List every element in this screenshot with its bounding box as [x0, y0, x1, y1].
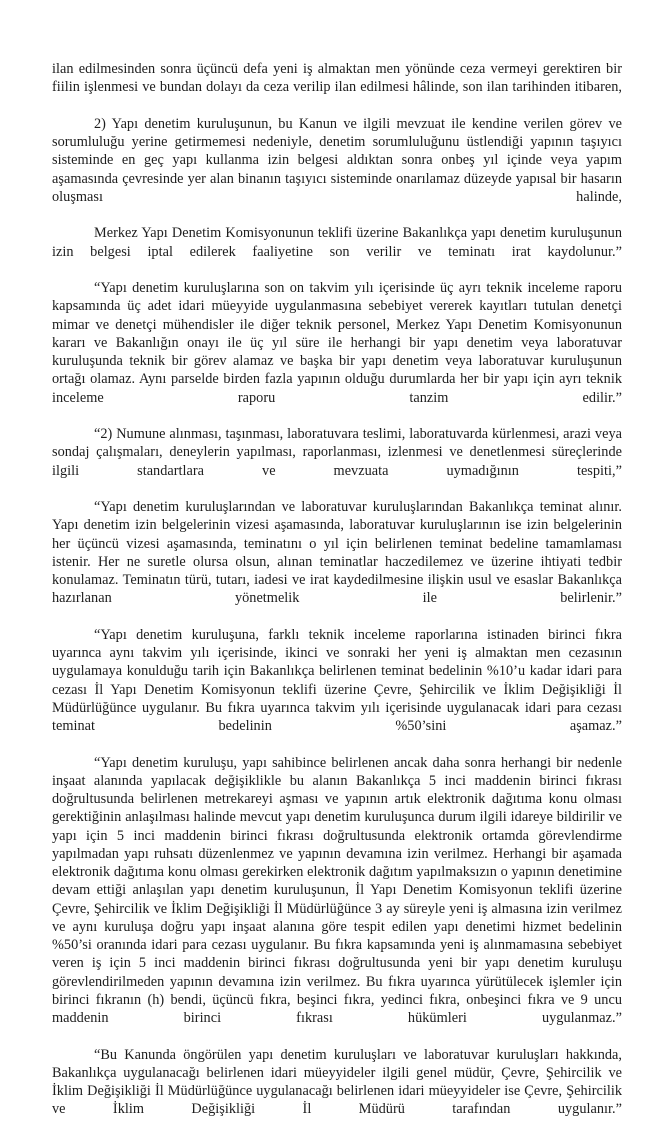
paragraph-8: “Yapı denetim kuruluşu, yapı sahibince belirlenen ancak daha sonra herhangi bir nedenle inşaat alanında yapılacak değişiklikle bu alanın Bakanlıkça 5 inci maddenin birinci fıkrası doğrultusunda belirlenen metrekareyi aşması ve yapının artık elektronik dağıtıma konu olması gerektiğinin anlaşılması halinde mevcut yapı denetim kuruluşunca durum ilgili idareye bildirilir ve yapı için 5 inci maddenin birinci fıkrası doğrultusunda elektronik ortamda görevlendirme yapılmadan yapı ruhsatı düzenlenmez ve yapının devamına izin verilmez. Herhangi bir aşamada elektronik dağıtıma konu olması gerekirken elektronik dağıtım yapılmaksızın o yapının denetimine devam ettiği anlaşılan yapı denetim kuruluşunun, İl Yapı Denetim Komisyonun teklifi üzerine Çevre, Şehircilik ve İklim Değişikliği İl Müdürlüğünce 3 ay süreyle yeni iş almasına izin verilmez ve aynı kuruluşa doğru yapı inşaat alanına göre tespit edilen yapı denetimi hizmet bedelinin %50’si oranında idari para cezası uygulanır. Bu fıkra kapsamında yeni iş alınmamasına sebebiyet veren iş için 5 inci maddenin birinci fıkrası doğrultusunda yeni bir yapı denetim kuruluşu görevlendirilmeden yapının devamına izin verilmez. Bu fıkra uyarınca yürütülecek işlemler için birinci fıkranın (h) bendi, üçüncü fıkra, beşinci fıkra, yedinci fıkra, onbeşinci fıkra ve 9 uncu maddenin birinci fıkrası hükümleri uygulanmaz.” — [52, 754, 622, 1026]
paragraph-4: “Yapı denetim kuruluşlarına son on takvim yılı içerisinde üç ayrı teknik inceleme raporu kapsamında üç adet idari müeyyide uygulanmasına sebebiyet vererek kayıtları tutulan denetçi mimar ve denetçi mühendisler ile diğer teknik personel, Merkez Yapı Denetim Komisyonunun kararı ve Bakanlığın onayı ile üç yıl süre ile herhangi bir yapı denetim veya laboratuvar kuruluşunda teknik bir görev alamaz ve başka bir yapı denetim veya laboratuvar kuruluşunun ortağı olamaz. Aynı parselde birden fazla yapının olduğu durumlarda her bir yapı için ayrı teknik inceleme raporu tanzim edilir.” — [52, 280, 622, 406]
paragraph-6: “Yapı denetim kuruluşlarından ve laboratuvar kuruluşlarından Bakanlıkça teminat alınır. Yapı denetim izin belgelerinin vizesi aşamasında, laboratuvar kuruluşlarının ise izin belgelerinin her üçüncü vizesi aşamasında, teminatını o yıl için belirlenen teminat bedeline tamamlaması istenir. Her ne suretle olursa olsun, alınan teminatlar haczedilemez ve üzerine ihtiyati tedbir konulamaz. Teminatın türü, tutarı, iadesi ve irat kaydedilmesine ilişkin usul ve esaslar Bakanlıkça hazırlanan yönetmelik ile belirlenir.” — [52, 499, 622, 607]
document-text-body — [52, 60, 622, 1137]
paragraph-5: “2) Numune alınması, taşınması, laboratuvara teslimi, laboratuvarda kürlenmesi, arazi veya sondaj çalışmaları, deneylerin yapılması, raporlanması, izlenmesi ve denetlenmesi süreçlerinde ilgili standartlara ve mevzuata uymadığının tespiti,” — [52, 426, 622, 479]
paragraph-9: “Bu Kanunda öngörülen yapı denetim kuruluşları ve laboratuvar kuruluşları hakkında, Bakanlıkça uygulanacağı belirlenen idari müeyyideler ilgili genel müdür, Çevre, Şehircilik ve İklim Değişikliği İl Müdürlüğünce uygulanacağı belirlenen idari müeyyideler ise Çevre, Şehircilik ve İklim Değişikliği İl Müdürü tarafından uygulanır.” — [52, 1046, 622, 1118]
paragraph-7: “Yapı denetim kuruluşuna, farklı teknik inceleme raporlarına istinaden birinci fıkra uyarınca aynı takvim yılı içerisinde, ikinci ve sonraki her yeni iş almaktan men cezasının uygulamaya konulduğu tarih için Bakanlıkça belirlenen teminat bedelinin %10’u kadar idari para cezası İl Yapı Denetim Komisyonun teklifi üzerine Çevre, Şehircilik ve İklim Değişikliği İl Müdürlüğünce uygulanır. Bu fıkra uyarınca takvim yılı içerisinde uygulanacak idari para cezası teminat bedelinin %50’sini aşamaz.” — [52, 626, 622, 734]
paragraph-1: ilan edilmesinden sonra üçüncü defa yeni iş almaktan men yönünde ceza vermeyi gerektiren bir fiilin işlenmesi ve bundan dolayı da ceza verilip ilan edilmesi hâlinde, son ilan tarihinden itibaren, — [52, 61, 622, 96]
paragraph-3: Merkez Yapı Denetim Komisyonunun teklifi üzerine Bakanlıkça yapı denetim kuruluşunun izin belgesi iptal edilerek faaliyetine son verilir ve teminatı irat kaydolunur.” — [52, 225, 622, 260]
paragraph-2: 2) Yapı denetim kuruluşunun, bu Kanun ve ilgili mevzuat ile kendine verilen görev ve sorumluluğu yerine getirmemesi nedeniyle, denetim sorumluluğunu üstlendiği yapının taşıyıcı sisteminde en geç yapı kullanma izin belgesi aldıktan sonra onbeş yıl içinde veya yapım aşamasında çevresinde yer alan binanın taşıyıcı sisteminde onarılamaz düzeyde yapısal bir hasarın oluşması halinde, — [52, 115, 622, 205]
